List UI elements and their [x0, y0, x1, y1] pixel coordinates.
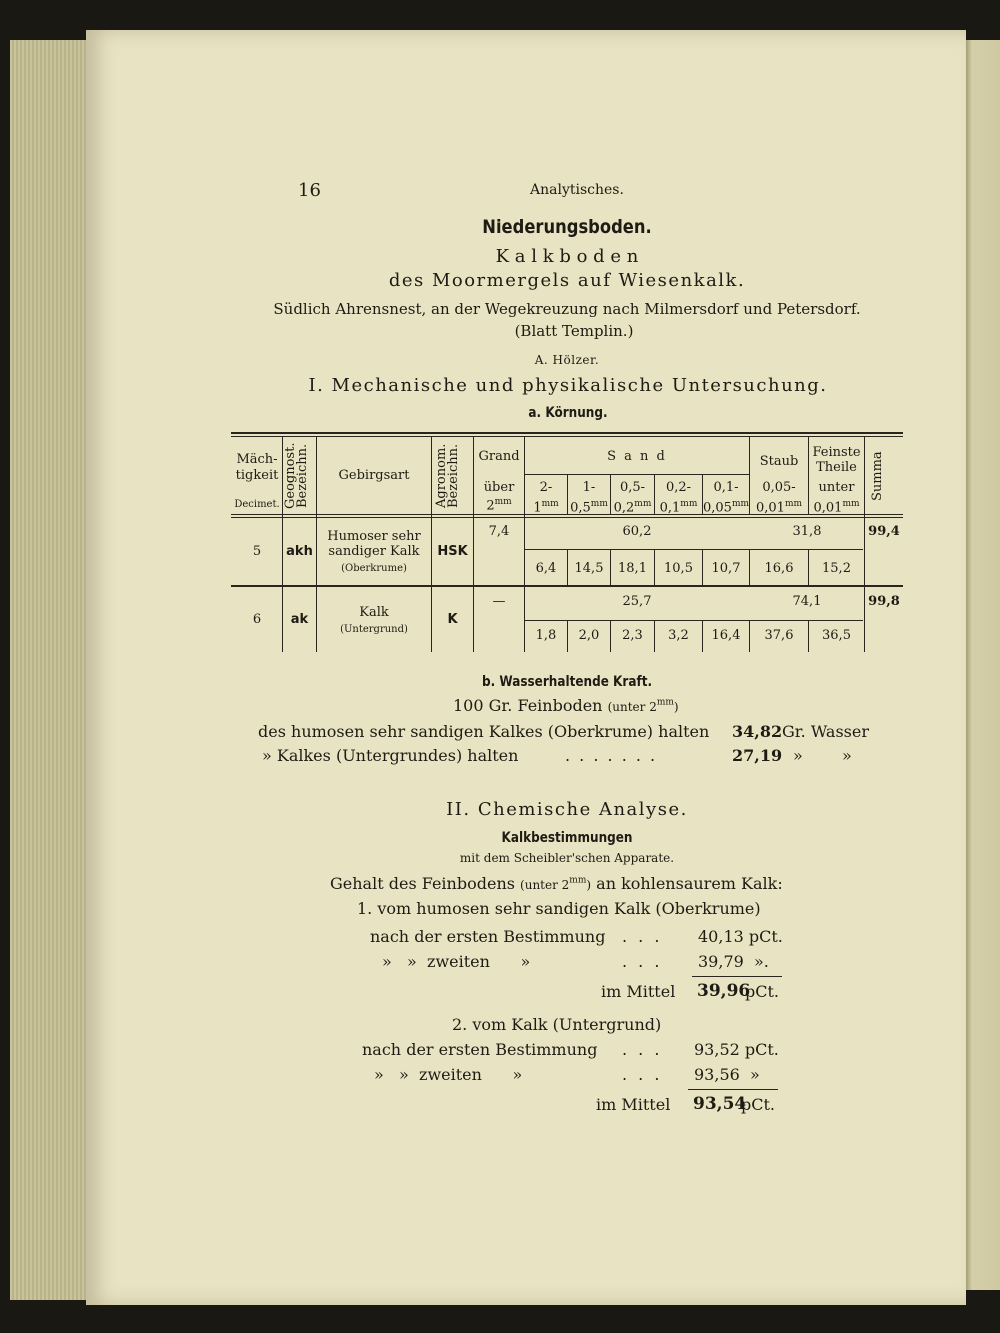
row-1-staub: 16,6: [764, 561, 794, 576]
header-sand-col-1: 2- $1^{mm}$: [533, 480, 559, 516]
row-1-sand-4: 10,5: [664, 561, 693, 576]
wasser-line-3: » Kalkes (Untergrundes) halten: [262, 746, 519, 765]
location-text: Südlich Ahrensnest, an der Wegekreuzung nach Milmersdorf und Petersdorf.: [273, 300, 861, 318]
row-1-sand-5: 10,7: [711, 561, 741, 576]
row-1-sand-total: 60,2: [622, 524, 652, 539]
wasser-line-2: des humosen sehr sandigen Kalkes (Oberkrume) halten: [258, 722, 710, 741]
row-1-sand-3: 18,1: [618, 561, 647, 576]
sheet-text: (Blatt Templin.): [514, 322, 634, 340]
wasser-unit: Gr. Wasser: [782, 722, 869, 741]
header-sand-col-3: 0,5- $0,2^{mm}$: [613, 480, 652, 516]
header-geognost: Geognost. Bezeichn.: [283, 442, 310, 510]
row-1-geognost: akh: [286, 544, 313, 559]
row-2-staub: 37,6: [764, 628, 794, 643]
item-2-mittel-unit: pCt.: [741, 1095, 775, 1114]
row-2-feinste: 36,5: [822, 628, 851, 643]
item-1-line-2-dots: . . .: [622, 952, 663, 971]
wasser-value-1: 34,82: [732, 722, 783, 741]
section-2-heading: II. Chemische Analyse.: [446, 799, 688, 820]
item-2-line-1-dots: . . .: [622, 1040, 663, 1059]
item-1-mittel-label: im Mittel: [601, 982, 676, 1001]
row-1-maechtigkeit: 5: [252, 544, 262, 559]
header-summa: Summa: [870, 451, 885, 501]
item-1-mittel-value: 39,96: [697, 981, 751, 1001]
item-1-line-1-value: 40,13 pCt.: [698, 927, 783, 946]
row-2-sand-total: 25,7: [622, 594, 652, 609]
item-2-title: 2. vom Kalk (Untergrund): [452, 1015, 662, 1034]
next-page-edge: [966, 40, 1000, 1290]
header-staub-range: 0,05- $0,01^{mm}$: [755, 480, 803, 516]
item-2-line-1: nach der ersten Bestimmung: [362, 1040, 598, 1059]
header-decimet: Decimet.: [234, 499, 280, 510]
row-1-summa: 99,4: [868, 524, 900, 539]
item-1-line-1-dots: . . .: [622, 927, 663, 946]
item-2-line-2: » » zweiten »: [374, 1065, 523, 1084]
item-1-title: 1. vom humosen sehr sandigen Kalk (Oberkrume): [357, 899, 761, 918]
header-grand-ueber: über: [483, 480, 515, 495]
row-1-sand-2: 14,5: [574, 561, 604, 576]
header-sand-col-2: 1- $0,5^{mm}$: [570, 480, 608, 516]
header-feinste-range: unter $0,01^{mm}$: [813, 480, 860, 516]
item-2-mittel-label: im Mittel: [596, 1095, 671, 1114]
row-2-geognost: ak: [290, 612, 309, 627]
gehalt-line: Gehalt des Feinbodens (unter $2^{mm}$) an kohlensaurem Kalk:: [330, 874, 783, 893]
section-1-heading: I. Mechanische und physikalische Untersuchung.: [308, 375, 828, 396]
section-2-subheading-2: mit dem Scheibler'schen Apparate.: [459, 851, 675, 865]
row-2-sand-1: 1,8: [535, 628, 557, 643]
item-1-mittel-unit: pCt.: [745, 982, 779, 1001]
row-2-sand-4: 3,2: [668, 628, 689, 643]
subtitle-line-2: des Moormergels auf Wiesenkalk.: [388, 270, 746, 291]
header-sand-col-5: 0,1- $0,05^{mm}$: [703, 480, 750, 516]
section-2-subheading: Kalkbestimmungen: [501, 830, 633, 846]
row-2-maechtigkeit: 6: [252, 612, 262, 627]
row-2-staub-feinste-total: 74,1: [792, 594, 822, 609]
header-gebirgsart: Gebirgsart: [338, 468, 410, 483]
wasser-ditto-1: »: [793, 746, 803, 765]
row-2-sand-3: 2,3: [622, 628, 643, 643]
item-1-line-1: nach der ersten Bestimmung: [370, 927, 606, 946]
header-maechtigkeit: Mäch- tigkeit: [235, 452, 279, 483]
header-grand: Grand: [478, 449, 520, 464]
row-1-gebirgsart: Humoser sehr sandiger Kalk: [327, 529, 421, 559]
section-1-subheading: a. Körnung.: [528, 405, 608, 421]
author: A. Hölzer.: [534, 353, 600, 367]
row-2-grand: —: [492, 594, 506, 609]
item-1-line-2-value: 39,79 ».: [698, 952, 769, 971]
item-2-mittel-value: 93,54: [693, 1094, 747, 1114]
header-staub: Staub: [759, 454, 799, 469]
header-sand: S a n d: [607, 449, 667, 464]
row-1-feinste: 15,2: [822, 561, 851, 576]
wasser-line-3-dots: . . . . . . .: [565, 746, 658, 765]
row-2-agronom: K: [447, 612, 458, 627]
row-1-grand: 7,4: [488, 524, 510, 539]
page-number: 16: [298, 180, 321, 201]
page-stack-edge: [10, 40, 90, 1300]
header-agronom: Agronom. Bezeichn.: [434, 443, 461, 509]
wasser-ditto-2: »: [842, 746, 852, 765]
row-2-gebirgsart-note: (Untergrund): [340, 624, 408, 635]
row-2-summa: 99,8: [868, 594, 900, 609]
wasser-line-1: 100 Gr. Feinboden (unter $2^{mm}$): [453, 696, 679, 715]
row-1-gebirgsart-note: (Oberkrume): [341, 563, 407, 574]
running-title: Analytisches.: [530, 182, 624, 198]
row-1-sand-1: 6,4: [535, 561, 557, 576]
wasser-value-2: 27,19: [732, 746, 783, 765]
row-2-gebirgsart: Kalk: [359, 605, 389, 620]
header-sand-col-4: 0,2- $0,1^{mm}$: [659, 480, 698, 516]
main-title: Niederungsboden.: [482, 216, 652, 238]
row-2-sand-5: 16,4: [711, 628, 741, 643]
subtitle: K a l k b o d e n: [495, 246, 639, 267]
wasser-heading: b. Wasserhaltende Kraft.: [481, 674, 653, 690]
header-feinste: Feinste Theile: [812, 445, 861, 475]
item-1-line-2: » » zweiten »: [382, 952, 531, 971]
header-grand-unit: $2^{mm}$: [486, 497, 512, 514]
row-2-sand-2: 2,0: [578, 628, 600, 643]
item-2-line-1-value: 93,52 pCt.: [694, 1040, 779, 1059]
item-2-line-2-dots: . . .: [622, 1065, 663, 1084]
item-2-line-2-value: 93,56 »: [694, 1065, 760, 1084]
row-1-staub-feinste-total: 31,8: [792, 524, 822, 539]
row-1-agronom: HSK: [437, 544, 468, 559]
